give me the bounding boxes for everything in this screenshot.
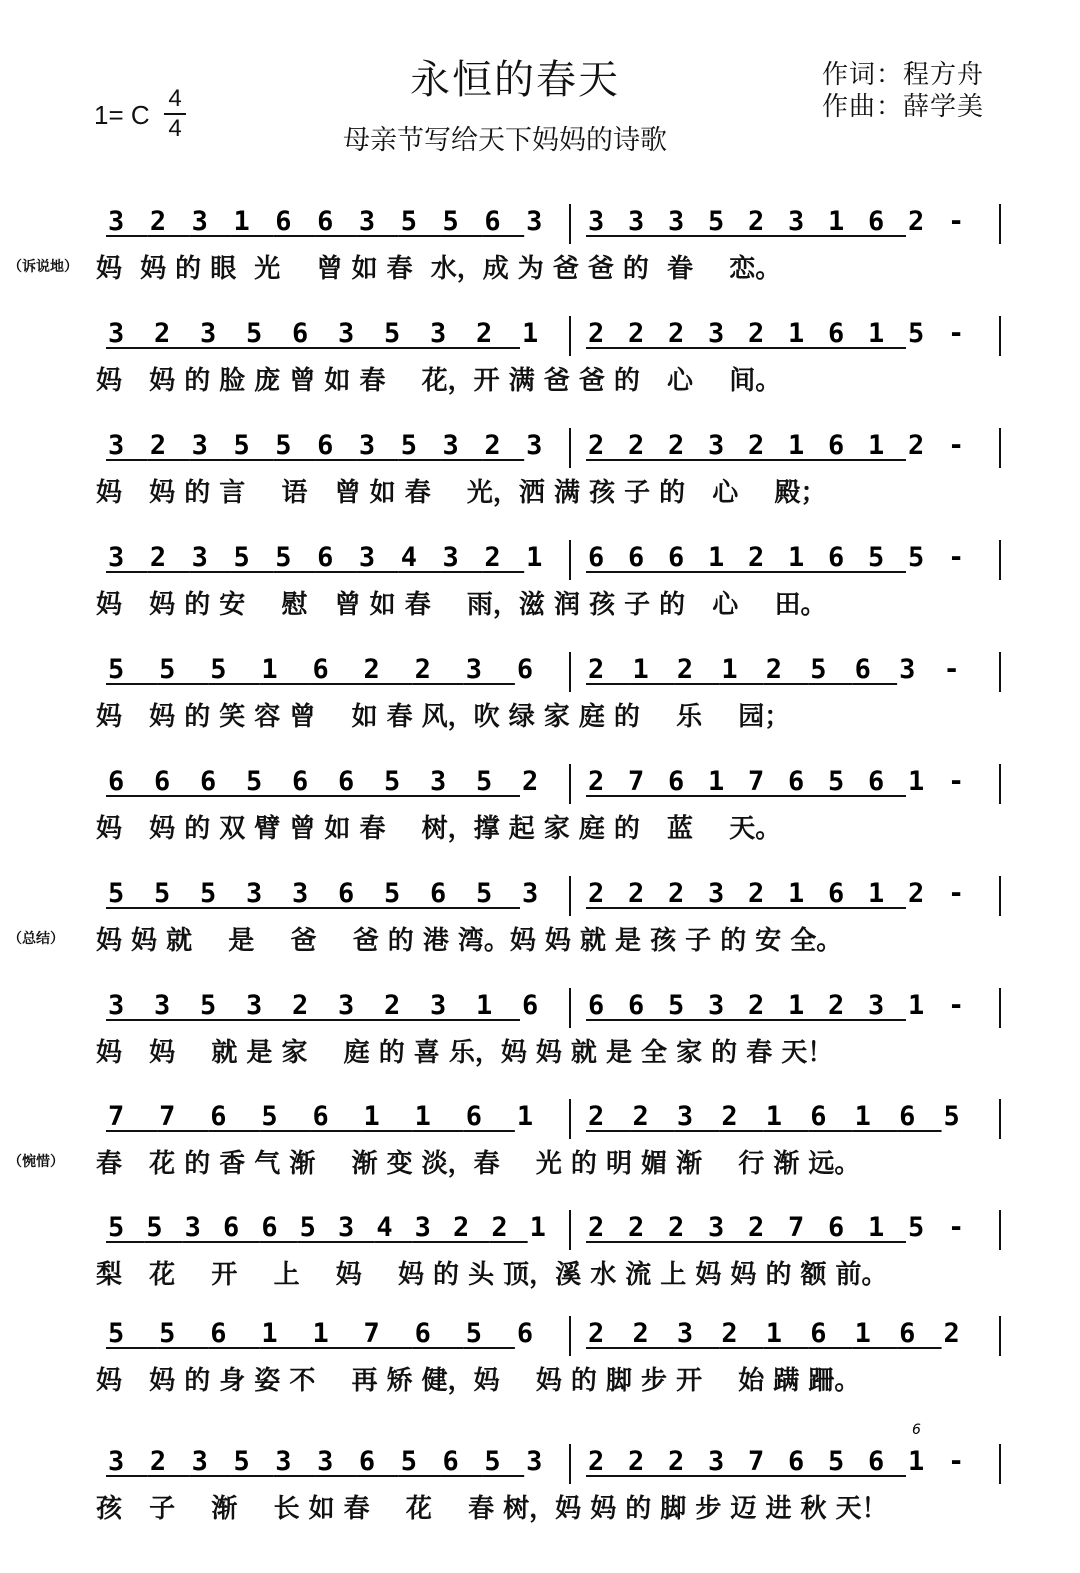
- note: 1: [765, 1318, 783, 1349]
- lyric-line: 妈 妈 就 是 家 庭 的 喜 乐，妈 妈 就 是 全 家 的 春 天！: [96, 1038, 834, 1068]
- note: 5: [908, 1212, 925, 1243]
- music-system: [0, 424, 1080, 536]
- note: 6: [828, 1212, 845, 1243]
- note: 2: [414, 654, 431, 685]
- note: 6: [516, 1318, 534, 1349]
- note: 2: [748, 878, 765, 909]
- note: 6: [338, 878, 355, 909]
- note: 2: [149, 206, 167, 237]
- note: 3: [465, 654, 483, 685]
- note: 6: [868, 766, 885, 797]
- note: 2: [588, 878, 605, 909]
- note: 5: [146, 1212, 163, 1243]
- note: 3: [108, 542, 125, 573]
- dash: -: [948, 1212, 965, 1243]
- note: 1: [522, 318, 539, 349]
- note: 3: [708, 878, 725, 909]
- note: 3: [154, 990, 171, 1021]
- note: 1: [908, 766, 925, 797]
- note: 2: [748, 1212, 765, 1243]
- note: 7: [628, 766, 645, 797]
- music-system: [0, 1422, 1080, 1552]
- note: 6: [261, 1212, 278, 1243]
- note: 1: [788, 318, 805, 349]
- note: 5: [442, 206, 459, 237]
- note: 2: [908, 878, 925, 909]
- note: 3: [338, 1212, 355, 1243]
- note: 3: [358, 542, 376, 573]
- note: 5: [246, 318, 263, 349]
- note: 6: [788, 1446, 805, 1477]
- note: 3: [200, 318, 217, 349]
- note: 2: [668, 430, 685, 461]
- note: 3: [430, 318, 447, 349]
- note: 6: [210, 1318, 227, 1349]
- note: 3: [676, 1318, 694, 1349]
- note: 3: [108, 206, 125, 237]
- note: 7: [108, 1101, 125, 1132]
- note: 7: [748, 766, 765, 797]
- note: 5: [233, 1446, 250, 1477]
- note: 2: [748, 542, 765, 573]
- note: 6: [442, 1446, 459, 1477]
- note: 2: [484, 430, 501, 461]
- note: 6: [788, 766, 805, 797]
- note: 3: [668, 206, 685, 237]
- note: 6: [210, 1101, 227, 1132]
- note: 2: [384, 990, 401, 1021]
- note: 6: [317, 206, 334, 237]
- note: 3: [430, 990, 447, 1021]
- note: 2: [828, 990, 845, 1021]
- note: 3: [184, 1212, 201, 1243]
- note: 1: [708, 766, 725, 797]
- note: 3: [108, 318, 125, 349]
- note: 2: [668, 1446, 685, 1477]
- note: 3: [708, 430, 725, 461]
- note: 6: [899, 1101, 916, 1132]
- note: 6: [810, 1318, 827, 1349]
- note: 3: [442, 542, 459, 573]
- time-signature: [164, 86, 186, 142]
- note: 3: [676, 1101, 694, 1132]
- note: 5: [108, 1212, 125, 1243]
- note: 6: [628, 990, 645, 1021]
- note: 5: [233, 430, 250, 461]
- note: 1: [708, 542, 725, 573]
- note: 2: [476, 318, 493, 349]
- note: 3: [708, 318, 725, 349]
- note: 2: [628, 318, 645, 349]
- note: 3: [338, 318, 355, 349]
- note: 1: [788, 542, 805, 573]
- note: 3: [788, 206, 805, 237]
- note: 5: [261, 1101, 278, 1132]
- note: 1: [908, 990, 925, 1021]
- lyric-line: 春 花 的 香 气 渐 渐 变 淡，春 光 的 明 媚 渐 行 渐 远。: [96, 1149, 861, 1179]
- note: 6: [317, 542, 334, 573]
- note: 2: [748, 206, 765, 237]
- note: 2: [149, 542, 167, 573]
- note: 2: [668, 318, 685, 349]
- note: 2: [628, 1446, 645, 1477]
- note: 3: [358, 206, 376, 237]
- note: 6: [868, 206, 885, 237]
- note: 3: [628, 206, 645, 237]
- note: 2: [628, 878, 645, 909]
- note: 6: [200, 766, 217, 797]
- note: 3: [414, 1212, 431, 1243]
- note: 2: [748, 990, 765, 1021]
- note: 1: [854, 1101, 871, 1132]
- music-system: [0, 536, 1080, 648]
- lyric-line: 妈 妈 的 双 臂 曾 如 春 树，撑 起 家 庭 的 蓝 天。: [96, 814, 782, 844]
- note: 5: [400, 1446, 417, 1477]
- note: 6: [292, 766, 309, 797]
- note: 3: [358, 430, 376, 461]
- note: 7: [159, 1101, 176, 1132]
- dash: -: [948, 766, 965, 797]
- note: 6: [223, 1212, 240, 1243]
- grace-note: 6: [912, 1422, 921, 1438]
- note: 3: [108, 1446, 125, 1477]
- note: 6: [338, 766, 355, 797]
- note: 5: [384, 878, 401, 909]
- note: 2: [588, 1101, 605, 1132]
- music-system: [0, 760, 1080, 872]
- note: 1: [414, 1101, 431, 1132]
- note: 3: [191, 1446, 208, 1477]
- composer-credit: 作曲：薛学美: [822, 92, 985, 122]
- note: 7: [363, 1318, 380, 1349]
- dash: -: [948, 206, 965, 237]
- note: 5: [108, 1318, 125, 1349]
- note: 2: [748, 430, 765, 461]
- note: 2: [491, 1212, 508, 1243]
- expression-label: （惋惜）: [8, 1154, 64, 1170]
- dash: -: [948, 990, 965, 1021]
- note: 6: [430, 878, 447, 909]
- note: 1: [828, 206, 845, 237]
- lyric-line: 妈 妈 的 笑 容 曾 如 春 风，吹 绿 家 庭 的 乐 园；: [96, 702, 791, 732]
- note: 1: [868, 1212, 885, 1243]
- note: 6: [108, 766, 125, 797]
- dash: -: [948, 878, 965, 909]
- note: 6: [317, 430, 334, 461]
- note: 5: [233, 542, 250, 573]
- note: 6: [828, 878, 845, 909]
- note: 1: [233, 206, 250, 237]
- note: 5: [476, 766, 493, 797]
- lyric-line: 妈 妈 的 安 慰 曾 如 春 雨，滋 润 孩 子 的 心 田。: [96, 590, 827, 620]
- note: 1: [363, 1101, 380, 1132]
- note: 3: [708, 1446, 725, 1477]
- note: 3: [526, 206, 543, 237]
- note: 1: [765, 1101, 783, 1132]
- note: 6: [312, 654, 329, 685]
- expression-label: （诉说地）: [8, 259, 78, 275]
- note: 2: [154, 318, 171, 349]
- note: 5: [908, 318, 925, 349]
- note: 5: [275, 430, 292, 461]
- note: 5: [908, 542, 925, 573]
- note: 5: [400, 206, 417, 237]
- note: 3: [191, 542, 208, 573]
- note: 2: [484, 542, 501, 573]
- note: 3: [868, 990, 885, 1021]
- note: 2: [292, 990, 309, 1021]
- note: 6: [588, 990, 605, 1021]
- note: 1: [476, 990, 493, 1021]
- note: 1: [788, 990, 805, 1021]
- note: 1: [868, 878, 885, 909]
- note: 3: [292, 878, 309, 909]
- note: 1: [261, 654, 278, 685]
- note: 3: [442, 430, 459, 461]
- note: 6: [828, 318, 845, 349]
- note: 3: [191, 430, 208, 461]
- note: 6: [668, 542, 685, 573]
- note: 1: [261, 1318, 278, 1349]
- note: 2: [588, 318, 605, 349]
- note: 4: [400, 542, 417, 573]
- note: 5: [943, 1101, 960, 1132]
- note: 5: [400, 430, 417, 461]
- note: 6: [358, 1446, 376, 1477]
- music-system: [0, 1206, 1080, 1318]
- note: 2: [588, 1446, 605, 1477]
- note: 6: [154, 766, 171, 797]
- note: 6: [828, 542, 845, 573]
- note: 2: [632, 1101, 649, 1132]
- lyricist-credit: 作词：程方舟: [822, 60, 985, 90]
- note: 2: [632, 1318, 649, 1349]
- lyric-line: 妈 妈 的 身 姿 不 再 矫 健，妈 妈 的 脚 步 开 始 蹒 跚。: [96, 1366, 861, 1396]
- note: 6: [628, 542, 645, 573]
- note: 2: [588, 1318, 605, 1349]
- note: 2: [628, 1212, 645, 1243]
- note: 2: [588, 766, 605, 797]
- note: 5: [810, 654, 827, 685]
- time-signature-bottom: 4: [168, 115, 182, 142]
- dash: -: [948, 542, 965, 573]
- note: 6: [312, 1101, 329, 1132]
- music-system: [0, 200, 1080, 312]
- note: 5: [159, 1318, 176, 1349]
- lyric-line: 妈 妈 的 脸 庞 曾 如 春 花，开 满 爸 爸 的 心 间。: [96, 366, 782, 396]
- dash: -: [943, 654, 960, 685]
- note: 1: [312, 1318, 329, 1349]
- note: 6: [275, 206, 292, 237]
- note: 2: [748, 318, 765, 349]
- note: 5: [484, 1446, 501, 1477]
- music-system: [0, 872, 1080, 984]
- note: 3: [588, 206, 605, 237]
- note: 2: [721, 1101, 738, 1132]
- note: 6: [899, 1318, 916, 1349]
- note: 3: [526, 430, 543, 461]
- note: 1: [788, 878, 805, 909]
- note: 2: [363, 654, 380, 685]
- note: 2: [588, 1212, 605, 1243]
- note: 5: [828, 766, 845, 797]
- note: 5: [476, 878, 493, 909]
- note: 5: [465, 1318, 483, 1349]
- note: 3: [708, 1212, 725, 1243]
- note: 2: [628, 430, 645, 461]
- note: 2: [149, 430, 167, 461]
- note: 2: [908, 430, 925, 461]
- note: 3: [246, 878, 263, 909]
- note: 6: [516, 654, 534, 685]
- note: 6: [414, 1318, 431, 1349]
- note: 2: [453, 1212, 470, 1243]
- note: 2: [765, 654, 783, 685]
- note: 3: [708, 990, 725, 1021]
- note: 5: [384, 766, 401, 797]
- note: 1: [721, 654, 738, 685]
- music-system: [0, 1312, 1080, 1424]
- note: 2: [908, 206, 925, 237]
- note: 2: [522, 766, 539, 797]
- note: 5: [154, 878, 171, 909]
- note: 6: [465, 1101, 483, 1132]
- note: 6: [854, 654, 871, 685]
- note: 6: [868, 1446, 885, 1477]
- note: 5: [299, 1212, 316, 1243]
- note: 5: [159, 654, 176, 685]
- note: 6: [810, 1101, 827, 1132]
- note: 2: [668, 878, 685, 909]
- note: 1: [868, 318, 885, 349]
- note: 5: [275, 542, 292, 573]
- note: 3: [246, 990, 263, 1021]
- note: 5: [200, 990, 217, 1021]
- music-system: [0, 984, 1080, 1096]
- note: 5: [108, 878, 125, 909]
- note: 1: [526, 542, 543, 573]
- note: 2: [676, 654, 694, 685]
- dash: -: [948, 1446, 965, 1477]
- note: 5: [708, 206, 725, 237]
- note: 5: [668, 990, 685, 1021]
- lyric-line: 妈 妈 就 是 爸 爸 的 港 湾。妈 妈 就 是 孩 子 的 安 全。: [96, 926, 843, 956]
- note: 5: [828, 1446, 845, 1477]
- note: 6: [292, 318, 309, 349]
- note: 6: [484, 206, 501, 237]
- note: 5: [108, 654, 125, 685]
- note: 7: [748, 1446, 765, 1477]
- time-signature-top: 4: [168, 85, 182, 112]
- expression-label: （总结）: [8, 931, 64, 947]
- note: 2: [721, 1318, 738, 1349]
- note: 1: [529, 1212, 546, 1243]
- note: 3: [317, 1446, 334, 1477]
- note: 3: [522, 878, 539, 909]
- note: 2: [588, 654, 605, 685]
- note: 6: [828, 430, 845, 461]
- dash: -: [948, 430, 965, 461]
- lyric-line: 孩 子 渐 长 如 春 花 春 树，妈 妈 的 脚 步 迈 进 秋 天！: [96, 1494, 888, 1524]
- note: 2: [588, 430, 605, 461]
- music-system: [0, 1095, 1080, 1207]
- lyric-line: 梨 花 开 上 妈 妈 的 头 顶，溪 水 流 上 妈 妈 的 额 前。: [96, 1260, 888, 1290]
- note: 3: [108, 430, 125, 461]
- song-title: 永恒的春天: [410, 57, 620, 103]
- note: 4: [376, 1212, 393, 1243]
- key-signature: 1= C: [94, 100, 150, 130]
- note: 3: [338, 990, 355, 1021]
- lyric-line: 妈 妈 的 眼 光 曾 如 春 水，成 为 爸 爸 的 眷 恋。: [96, 254, 782, 284]
- note: 3: [899, 654, 916, 685]
- music-system: [0, 648, 1080, 760]
- note: 2: [149, 1446, 167, 1477]
- note: 1: [788, 430, 805, 461]
- dash: -: [948, 318, 965, 349]
- note: 3: [191, 206, 208, 237]
- note: 1: [868, 430, 885, 461]
- note: 1: [854, 1318, 871, 1349]
- note: 1: [632, 654, 649, 685]
- lyric-line: 妈 妈 的 言 语 曾 如 春 光，洒 满 孩 子 的 心 殿；: [96, 478, 827, 508]
- note: 1: [908, 1446, 925, 1477]
- note: 6: [668, 766, 685, 797]
- song-subtitle: 母亲节写给天下妈妈的诗歌: [343, 125, 667, 156]
- note: 6: [588, 542, 605, 573]
- note: 7: [788, 1212, 805, 1243]
- note: 3: [275, 1446, 292, 1477]
- note: 3: [108, 990, 125, 1021]
- note: 2: [668, 1212, 685, 1243]
- note: 1: [516, 1101, 534, 1132]
- note: 2: [943, 1318, 960, 1349]
- note: 5: [200, 878, 217, 909]
- note: 5: [210, 654, 227, 685]
- note: 5: [868, 542, 885, 573]
- note: 3: [526, 1446, 543, 1477]
- music-system: [0, 312, 1080, 424]
- note: 6: [522, 990, 539, 1021]
- note: 5: [384, 318, 401, 349]
- note: 3: [430, 766, 447, 797]
- note: 5: [246, 766, 263, 797]
